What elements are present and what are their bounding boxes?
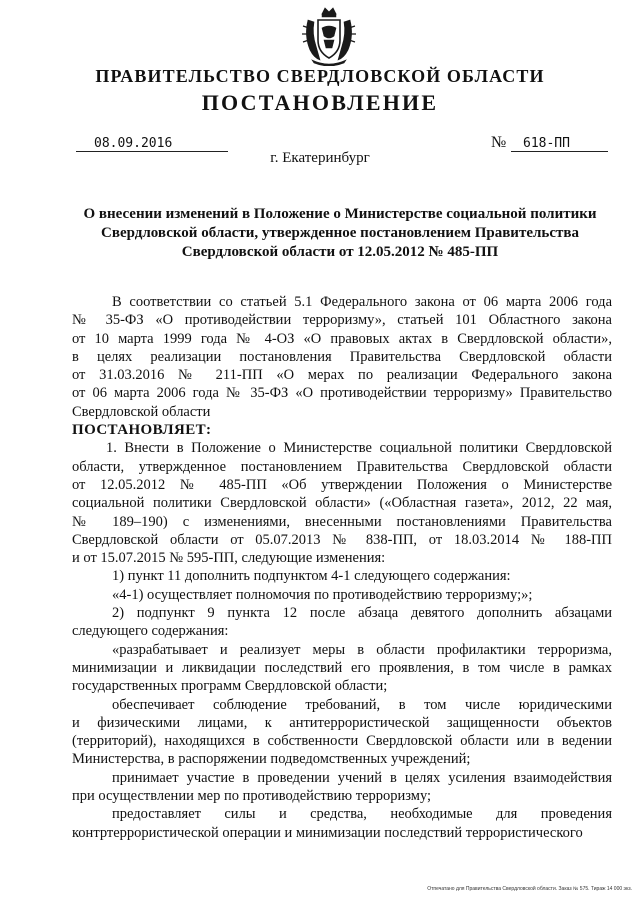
paragraph-b-line: (территорий), находящихся в собственности Свердловской области или в ведении xyxy=(72,733,612,750)
document-body xyxy=(72,293,612,842)
city: г. Екатеринбург xyxy=(270,150,370,166)
document-heading xyxy=(72,205,608,262)
subitem-1: 1) пункт 11 дополнить подпунктом 4-1 следующего содержания: xyxy=(112,568,511,585)
paragraph-a-line: «разрабатывает и реализует меры в области профилактики терроризма, xyxy=(112,641,612,658)
resolves-heading: ПОСТАНОВЛЯЕТ: xyxy=(72,422,212,439)
paragraph-c-line: принимает участие в проведении учений в целях усиления взаимодействия xyxy=(112,769,612,786)
paragraph-d-line: предоставляет силы и средства, необходимые для проведения xyxy=(112,806,612,823)
heading-line: Свердловской области, утвержденное постановлением Правительства xyxy=(101,225,579,241)
heading-line: О внесении изменений в Положение о Министерстве социальной политики xyxy=(83,206,597,222)
number-sign: № xyxy=(491,134,507,151)
item1-line: и от 15.07.2015 № 595-ПП, следующие изменения: xyxy=(72,550,386,567)
preamble-line: от 10 марта 1999 года № 4-ОЗ «О правовых актах в Свердловской области», xyxy=(72,330,612,347)
paragraph-a-line: государственных программ Свердловской области; xyxy=(72,678,388,695)
subitem-1-quote: «4-1) осуществляет полномочия по противодействию терроризму;»; xyxy=(112,586,533,603)
paragraph-a-line: минимизации и ликвидации последствий его проявления, в том числе в рамках xyxy=(72,659,612,676)
subitem-2-line: 2) подпункт 9 пункта 12 после абзаца девятого дополнить абзацами xyxy=(112,605,612,622)
item1-line: Свердловской области от 05.07.2013 № 838-ПП, от 18.03.2014 № 188-ПП xyxy=(72,531,612,548)
item1-line: 1. Внести в Положение о Министерстве социальной политики Свердловской xyxy=(106,440,612,457)
document-number: 618-ПП xyxy=(511,136,608,152)
item1-line: от 12.05.2012 № 485-ПП «Об утверждении Положения о Министерстве xyxy=(72,476,612,493)
paragraph-b-line: Министерства, в распоряжении подведомственных учреждений; xyxy=(72,751,471,768)
preamble-line: от 06 марта 2006 года № 35-ФЗ «О противодействии терроризму» Правительство xyxy=(72,385,612,402)
preamble-line: № 35-ФЗ «О противодействии терроризму», статьей 101 Областного закона xyxy=(72,312,612,329)
item1-line: социальной политики Свердловской области» («Областная газета», 2012, 22 мая, xyxy=(72,495,612,512)
preamble-line: в целях реализации постановления Правительства Свердловской области xyxy=(72,348,612,365)
government-title: ПРАВИТЕЛЬСТВО СВЕРДЛОВСКОЙ ОБЛАСТИ xyxy=(95,66,545,86)
preamble-line: от 31.03.2016 № 211-ПП «О мерах по реализации Федерального закона xyxy=(72,367,612,384)
preamble-line: В соответствии со статьей 5.1 Федерального закона от 06 марта 2006 года xyxy=(112,294,612,310)
preamble-line: Свердловской области xyxy=(72,403,211,420)
paragraph-c-line: при осуществлении мер по противодействию терроризму; xyxy=(72,788,432,805)
paragraph-b-line: обеспечивает соблюдение требований, в том числе юридическими xyxy=(112,696,612,713)
document-type: ПОСТАНОВЛЕНИЕ xyxy=(201,90,439,115)
item1-line: № 189–190) с изменениями, внесенными постановлениями Правительства xyxy=(72,513,612,530)
coat-of-arms-icon xyxy=(298,6,360,66)
heading-line: Свердловской области от 12.05.2012 № 485-ПП xyxy=(181,244,499,260)
subitem-2-line: следующего содержания: xyxy=(72,623,229,640)
item1-line: области, утвержденное постановлением Правительства Свердловской области xyxy=(72,458,612,475)
paragraph-b-line: и физическими лицами, к антитеррористической защищенности объектов xyxy=(72,714,612,731)
paragraph-d-line: контртеррористической операции и минимизации последствий террористического xyxy=(72,824,583,841)
print-footer-note: Отпечатано для Правительства Свердловской области. Заказ № 575. Тираж 14 000 экз. xyxy=(427,886,632,892)
document-date: 08.09.2016 xyxy=(76,136,228,152)
